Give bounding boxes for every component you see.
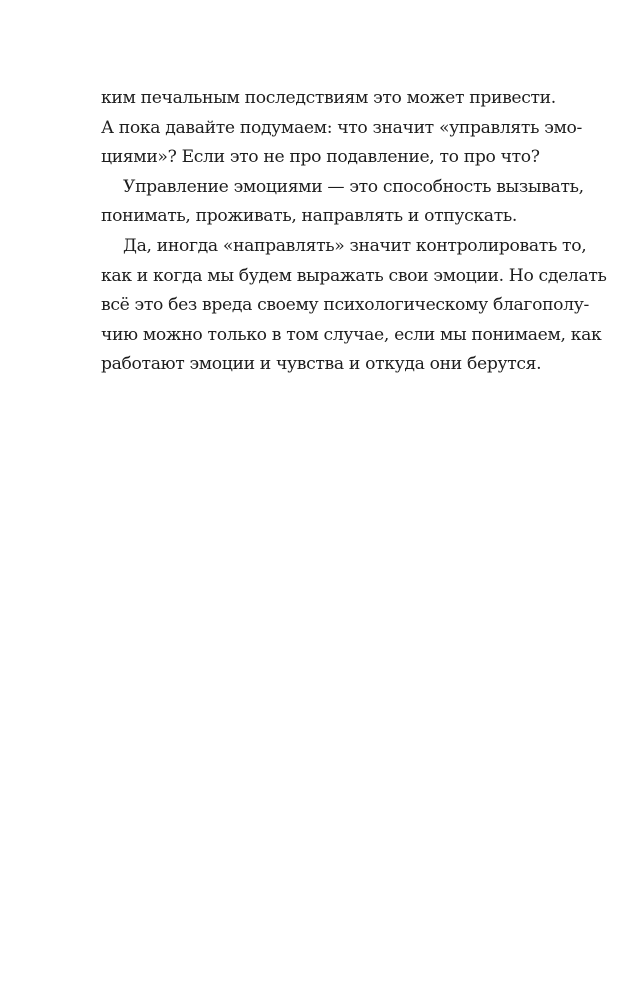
text-line: циями»? Если это не про подавление, то про что? bbox=[101, 147, 540, 168]
text-line: всё это без вреда своему психологическому благополу- bbox=[101, 295, 589, 316]
body-text bbox=[101, 84, 607, 380]
text-line: работают эмоции и чувства и откуда они берутся. bbox=[101, 354, 542, 375]
paragraph-first-line: Да, иногда «направлять» значит контролировать то, bbox=[123, 235, 587, 256]
paragraph-first-line: Управление эмоциями — это способность вызывать, bbox=[123, 176, 584, 197]
text-line: чию можно только в том случае, если мы понимаем, как bbox=[101, 324, 602, 345]
text-line: как и когда мы будем выражать свои эмоции. Но сделать bbox=[101, 265, 607, 286]
text-line: понимать, проживать, направлять и отпускать. bbox=[101, 206, 517, 227]
text-line: А пока давайте подумаем: что значит «управлять эмо- bbox=[101, 117, 582, 138]
text-line: ким печальным последствиям это может привести. bbox=[101, 88, 556, 108]
